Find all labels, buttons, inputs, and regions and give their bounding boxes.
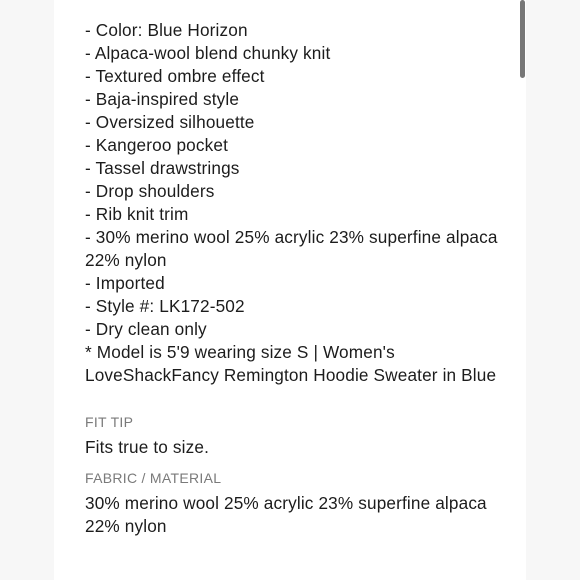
detail-item-silhouette: - Oversized silhouette (85, 112, 255, 132)
detail-item-drawstrings: - Tassel drawstrings (85, 158, 240, 178)
product-description-panel (54, 0, 520, 580)
fit-tip-label: FIT TIP (85, 414, 134, 430)
detail-item-style-number: - Style #: LK172-502 (85, 296, 245, 316)
detail-item-care: - Dry clean only (85, 319, 207, 339)
detail-item-texture: - Textured ombre effect (85, 66, 265, 86)
fabric-material-value: 30% merino wool 25% acrylic 23% superfine alpaca 22% nylon (85, 493, 487, 536)
detail-item-pocket: - Kangeroo pocket (85, 135, 229, 155)
detail-item-style: - Baja-inspired style (85, 89, 240, 109)
model-note: * Model is 5'9 wearing size S | Women's LoveShackFancy Remington Hoodie Sweater in Blue (85, 342, 497, 385)
fabric-material-label: FABRIC / MATERIAL (85, 470, 222, 486)
detail-item-composition: - 30% merino wool 25% acrylic 23% superfine alpaca 22% nylon (85, 227, 498, 270)
scrollbar[interactable] (520, 0, 526, 580)
detail-item-trim: - Rib knit trim (85, 204, 189, 224)
detail-item-knit: - Alpaca-wool blend chunky knit (85, 43, 331, 63)
detail-item-imported: - Imported (85, 273, 165, 293)
detail-item-color: - Color: Blue Horizon (85, 20, 248, 40)
product-details-list (85, 19, 505, 341)
scrollbar-thumb[interactable] (520, 0, 525, 78)
fit-tip-value: Fits true to size. (85, 437, 210, 457)
product-description-content (85, 19, 505, 538)
detail-item-shoulders: - Drop shoulders (85, 181, 215, 201)
